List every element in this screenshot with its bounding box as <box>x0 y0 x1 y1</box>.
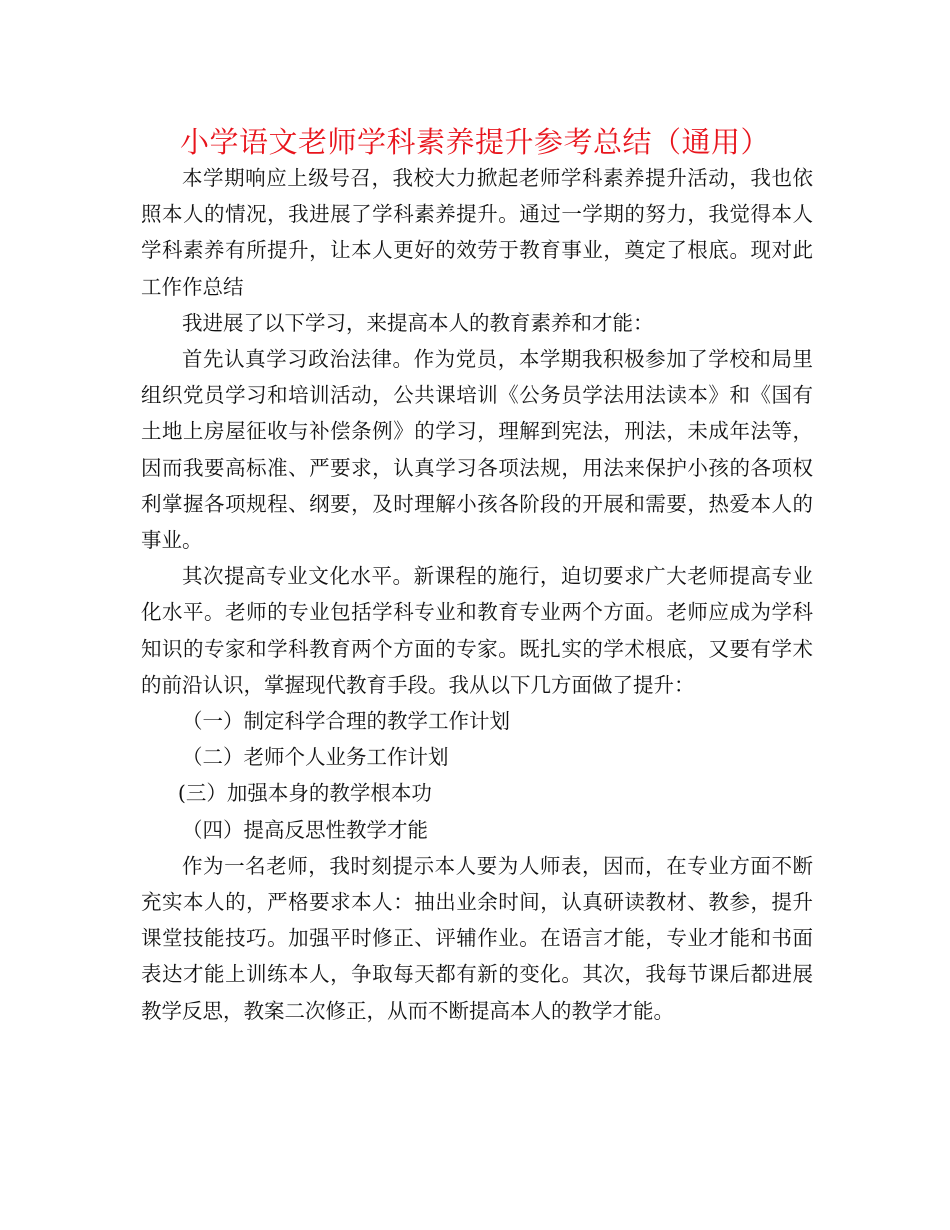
paragraph-study-lead: 我进展了以下学习，来提高本人的教育素养和才能： <box>182 310 654 335</box>
list-item-personal-plan: （二）老师个人业务工作计划 <box>182 745 449 770</box>
list-item-plan: （一）制定科学合理的教学工作计划 <box>182 709 510 734</box>
paragraph-politics-law: 首先认真学习政治法律。作为党员，本学期我积极参加了学校和局里组织党员学习和培训活动，公共课培训《公务员学法用法读本》和《国有土地上房屋征收与补偿条例》的学习，理解到宪法，刑法，未成年法等，因而我要高标准、严要求，认真学习各项法规，用法来保护小孩的各项权利掌握各项规程、纲要，及时理解小孩各阶段的开展和需要，热爱本人的事业。 <box>141 347 813 553</box>
paragraph-intro: 本学期响应上级号召，我校大力掀起老师学科素养提升活动，我也依照本人的情况，我进展了学科素养提升。通过一学期的努力，我觉得本人学科素养有所提升，让本人更好的效劳于教育事业，奠定了根底。现对此工作作总结 <box>141 166 813 299</box>
paragraph-professional-level: 其次提高专业文化水平。新课程的施行，迫切要求广大老师提高专业化水平。老师的专业包括学科专业和教育专业两个方面。老师应成为学科知识的专家和学科教育两个方面的专家。既扎实的学术根底，又要有学术的前沿认识，掌握现代教育手段。我从以下几方面做了提升： <box>141 564 813 697</box>
paragraph-teacher-role: 作为一名老师，我时刻提示本人要为人师表，因而，在专业方面不断充实本人的，严格要求本人：抽出业余时间，认真研读教材、教参，提升课堂技能技巧。加强平时修正、评辅作业。在语言才能，专业才能和书面表达才能上训练本人，争取每天都有新的变化。其次，我每节课后都进展教学反思，教案二次修正，从而不断提高本人的教学才能。 <box>141 853 813 1023</box>
document-body <box>141 160 813 1029</box>
list-item-reflection: （四）提高反思性教学才能 <box>182 817 428 842</box>
document-title: 小学语文老师学科素养提升参考总结（通用） <box>179 125 770 159</box>
list-item-basic-skills: (三）加强本身的教学根本功 <box>177 781 432 806</box>
